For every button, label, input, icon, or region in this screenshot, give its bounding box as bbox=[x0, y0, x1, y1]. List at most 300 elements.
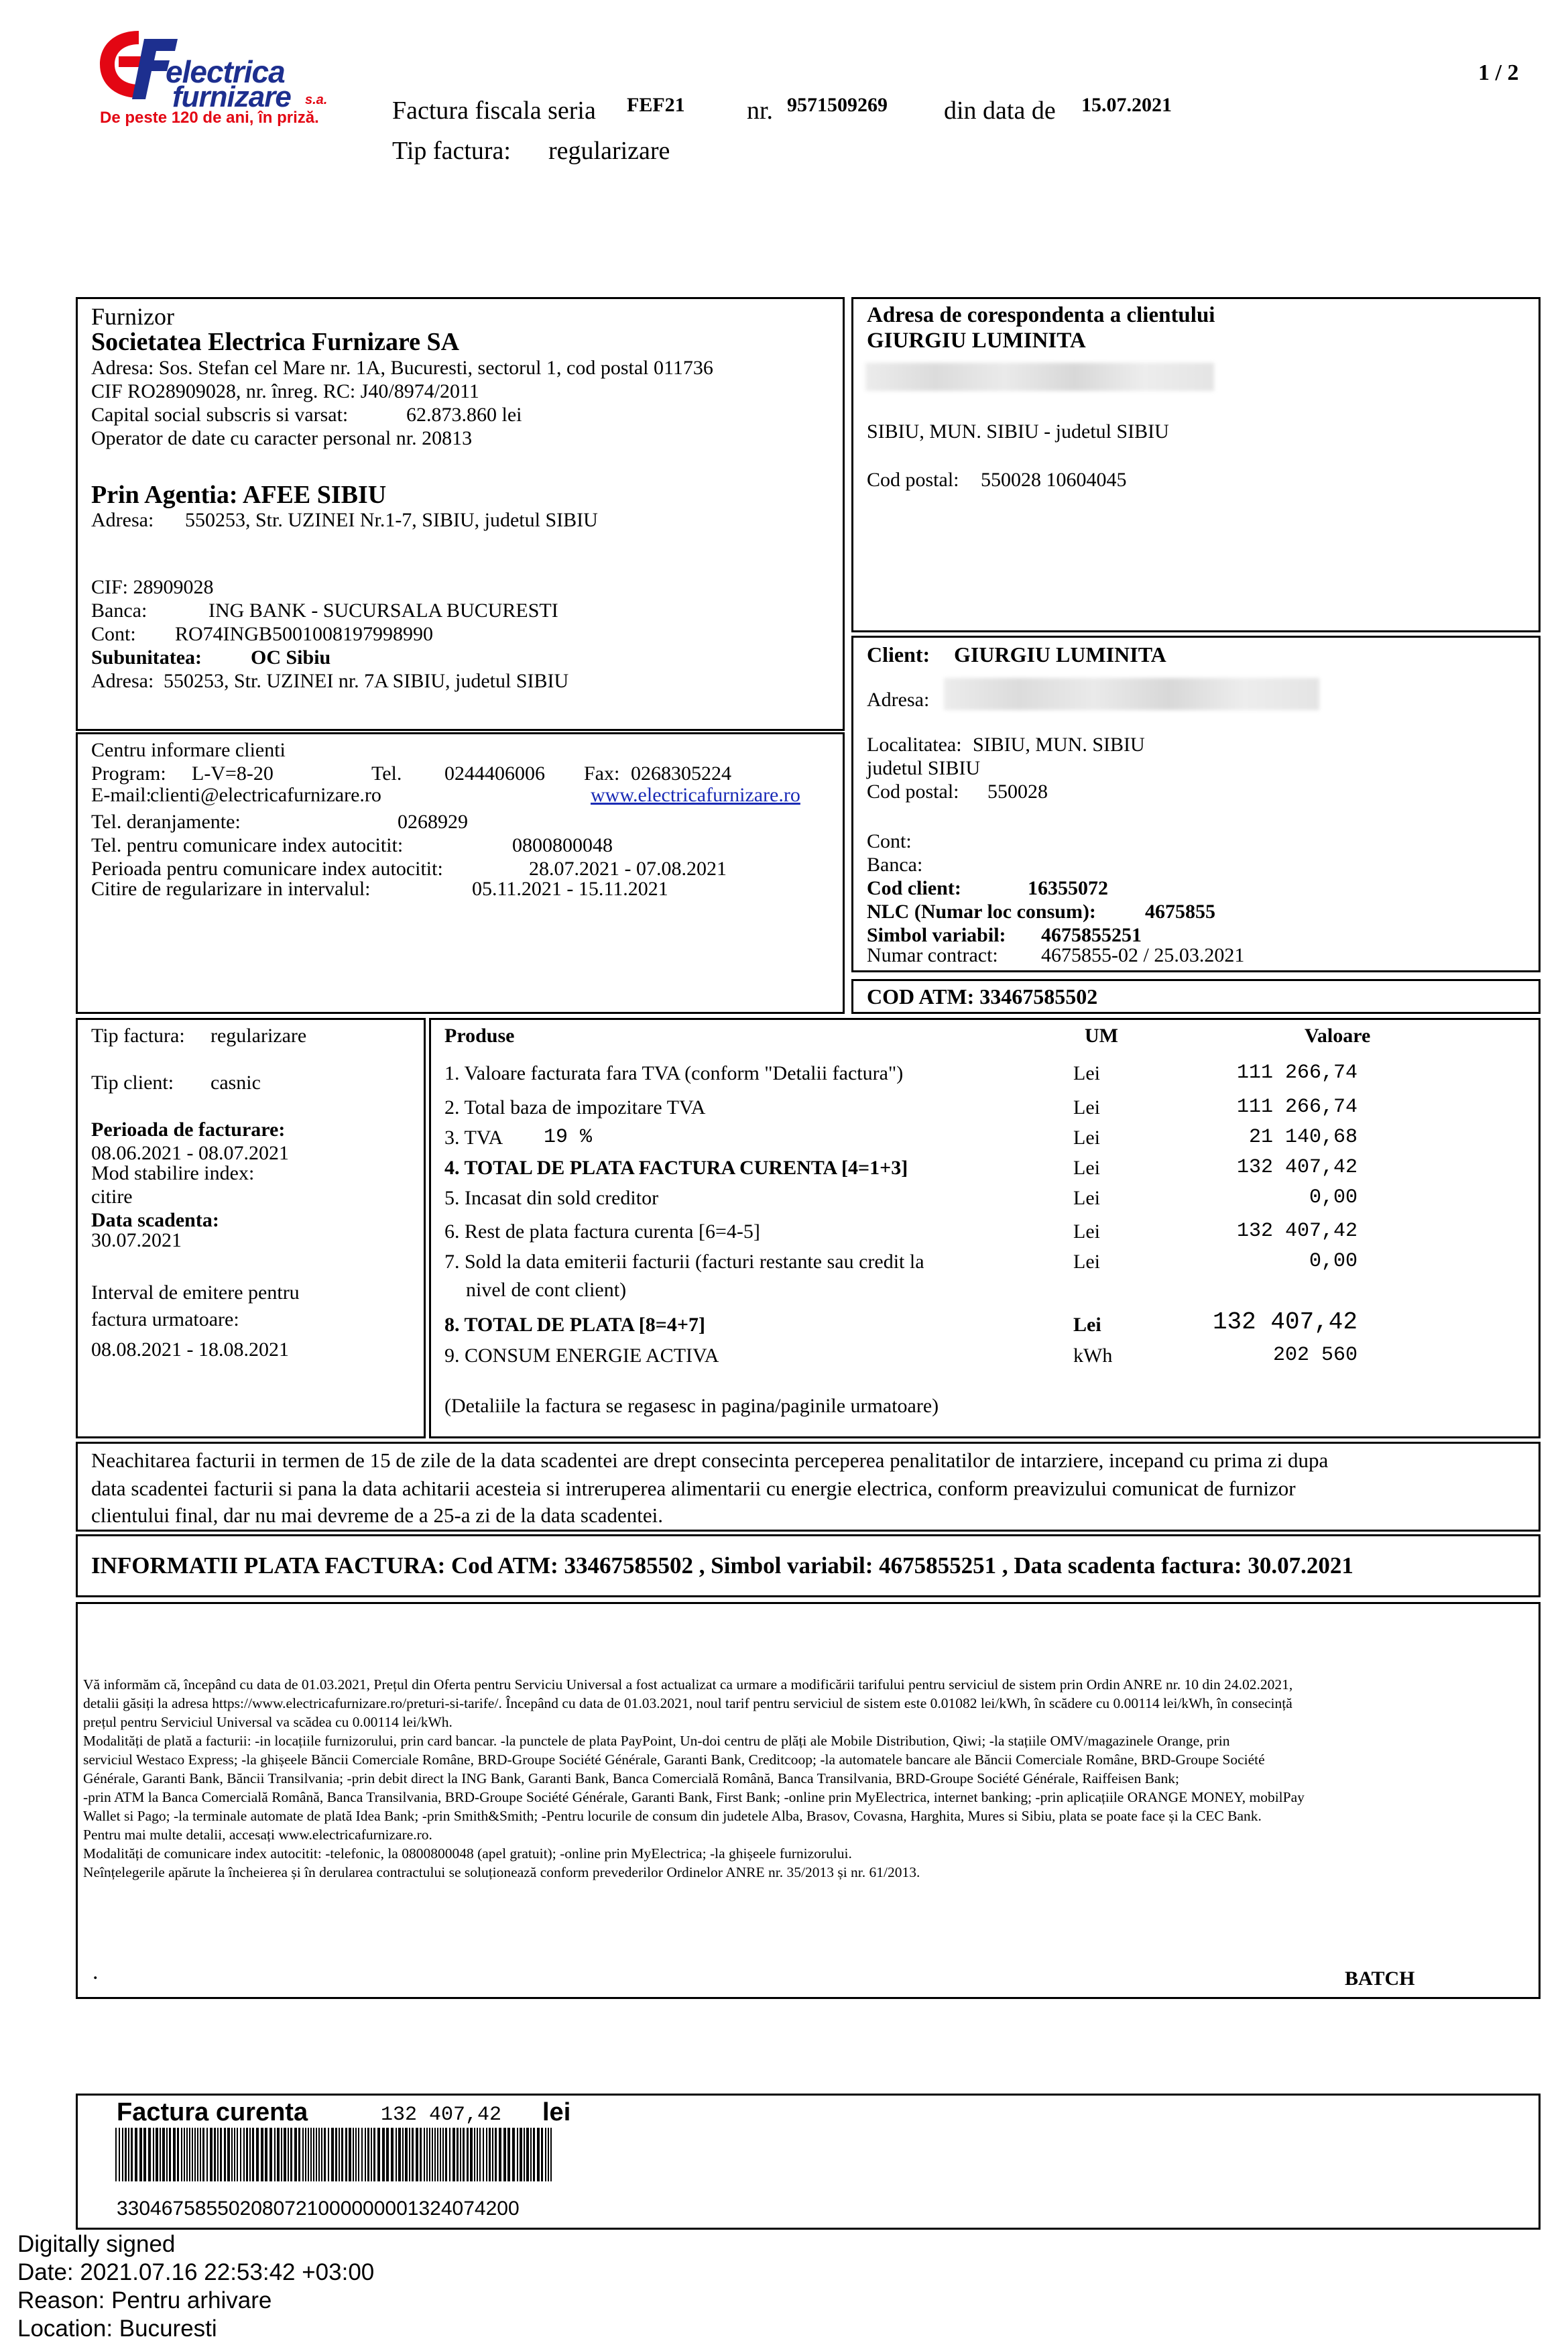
col-product: Produse bbox=[444, 1025, 515, 1047]
barcode-bar bbox=[181, 2128, 182, 2181]
batch-label: BATCH bbox=[1345, 1967, 1415, 1990]
client-box bbox=[851, 636, 1541, 972]
info-center-heading: Centru informare clienti bbox=[91, 739, 286, 761]
logo-name-bottom: furnizare bbox=[172, 80, 291, 113]
row-value: 111 266,74 bbox=[1236, 1062, 1358, 1084]
row-um: Lei bbox=[1073, 1062, 1100, 1084]
coupon-amount: 132 407,42 bbox=[381, 2104, 502, 2126]
correspondence-postal-label: Cod postal: bbox=[867, 469, 959, 491]
regular-reading-label: Citire de regularizare in intervalul: bbox=[91, 878, 371, 900]
row-value: 0,00 bbox=[1309, 1250, 1358, 1273]
barcode-bar bbox=[290, 2128, 292, 2181]
barcode-bar bbox=[156, 2128, 158, 2181]
row-label: 7. Sold la data emiterii facturii (facturi restante sau credit la bbox=[444, 1251, 924, 1273]
barcode-bar bbox=[131, 2128, 133, 2181]
barcode-bar bbox=[416, 2128, 418, 2181]
supplier-capital-label: Capital social subscris si varsat: bbox=[91, 404, 349, 426]
variable-symbol: 4675855251 bbox=[1041, 924, 1142, 946]
client-code-label: Cod client: bbox=[867, 877, 961, 899]
notice-line: serviciul Westaco Express; -la ghișeele Băncii Comerciale Române, BRD-Groupe Société Générale, Garanti Bank, Creditcoop; -la automatele bancare ale Băncii Comerciale Române, BRD-Groupe Société bbox=[83, 1752, 1265, 1768]
fax-label: Fax: bbox=[584, 762, 620, 785]
row-label: 5. Incasat din sold creditor bbox=[444, 1187, 659, 1209]
client-address-label: Adresa: bbox=[867, 689, 930, 711]
signature-line: Location: Bucuresti bbox=[17, 2316, 217, 2342]
row-label: 8. TOTAL DE PLATA [8=4+7] bbox=[444, 1314, 705, 1336]
barcode-bar bbox=[429, 2128, 430, 2181]
barcode-bar bbox=[135, 2128, 137, 2181]
signature-line: Reason: Pentru arhivare bbox=[17, 2287, 272, 2313]
invoice-series-label: Factura fiscala seria bbox=[392, 97, 596, 125]
row-label: 9. CONSUM ENERGIE ACTIVA bbox=[444, 1345, 719, 1367]
barcode-bar bbox=[477, 2128, 478, 2181]
row-label: 2. Total baza de impozitare TVA bbox=[444, 1096, 706, 1119]
redacted-client-address bbox=[944, 678, 1319, 710]
invoice-nr: 9571509269 bbox=[787, 94, 888, 116]
barcode-bar bbox=[143, 2128, 146, 2181]
barcode-bar bbox=[371, 2128, 372, 2181]
barcode-bar bbox=[166, 2128, 168, 2181]
warning-line-1: Neachitarea facturii in termen de 15 de zile de la data scadentei are drept consecinta perceperea penalitatilor de intarziere, incepand cu prima zi dupa bbox=[91, 1448, 1329, 1472]
email-label: E-mail: bbox=[91, 784, 152, 806]
col-value: Valoare bbox=[1305, 1025, 1371, 1047]
barcode-bar bbox=[252, 2128, 254, 2181]
barcode-bar bbox=[125, 2128, 127, 2181]
selfread-period-label: Perioada pentru comunicare index autocitit: bbox=[91, 858, 443, 880]
barcode-bar bbox=[507, 2128, 510, 2181]
info-type: regularizare bbox=[210, 1025, 307, 1047]
barcode-bar bbox=[243, 2128, 245, 2181]
payment-info-box bbox=[76, 1534, 1541, 1597]
vat-rate: 19 % bbox=[544, 1126, 593, 1149]
barcode-bar bbox=[517, 2128, 518, 2181]
invoice-type-label: Tip factura: bbox=[392, 137, 511, 165]
barcode-bar bbox=[148, 2128, 151, 2181]
barcode-bar bbox=[437, 2128, 438, 2181]
subunit-name: OC Sibiu bbox=[251, 646, 331, 669]
barcode-bar bbox=[545, 2128, 546, 2181]
barcode-bar bbox=[341, 2128, 343, 2181]
supplier-address: Adresa: Sos. Stefan cel Mare nr. 1A, Bucuresti, sectorul 1, cod postal 011736 bbox=[91, 357, 713, 379]
supplier-heading: Furnizor bbox=[91, 303, 174, 330]
barcode-bar bbox=[227, 2128, 230, 2181]
col-um: UM bbox=[1085, 1025, 1118, 1047]
row-um: Lei bbox=[1073, 1314, 1101, 1336]
billing-period-label: Perioada de facturare: bbox=[91, 1119, 286, 1141]
barcode-bar bbox=[412, 2128, 414, 2181]
supplier-capital: 62.873.860 lei bbox=[406, 404, 522, 426]
contract-label: Numar contract: bbox=[867, 944, 998, 966]
barcode-bar bbox=[550, 2128, 552, 2181]
product-row-2 bbox=[431, 1096, 1539, 1125]
barcode-bar bbox=[361, 2128, 363, 2181]
barcode-bar bbox=[284, 2128, 286, 2181]
barcode-bar bbox=[237, 2128, 238, 2181]
subunit-label: Subunitatea: bbox=[91, 646, 202, 669]
barcode-bar bbox=[463, 2128, 465, 2181]
logo-suffix: s.a. bbox=[305, 93, 328, 107]
barcode-bar bbox=[231, 2128, 233, 2181]
warning-line-2: data scadentei facturii si pana la data achitarii acesteia si intreruperea alimentarii cu energie electrica, conform preavizului comunicat de furnizor bbox=[91, 1477, 1296, 1500]
agency-address: 550253, Str. UZINEI Nr.1-7, SIBIU, judetul SIBIU bbox=[185, 509, 598, 531]
barcode-bar bbox=[367, 2128, 369, 2181]
redacted-correspondence-address bbox=[865, 363, 1214, 391]
program-label: Program: bbox=[91, 762, 166, 785]
barcode-bar bbox=[353, 2128, 354, 2181]
barcode-bar bbox=[128, 2128, 129, 2181]
selfread-tel-label: Tel. pentru comunicare index autocitit: bbox=[91, 834, 404, 856]
product-row-1 bbox=[431, 1062, 1539, 1091]
barcode-bar bbox=[405, 2128, 408, 2181]
barcode-bar bbox=[308, 2128, 309, 2181]
invoice-type: regularizare bbox=[548, 137, 670, 165]
barcode-bar bbox=[119, 2128, 120, 2181]
products-box bbox=[429, 1018, 1541, 1438]
correspondence-locality: SIBIU, MUN. SIBIU - judetul SIBIU bbox=[867, 420, 1169, 443]
row-label: 4. TOTAL DE PLATA FACTURA CURENTA [4=1+3] bbox=[444, 1157, 908, 1179]
barcode-bar bbox=[173, 2128, 176, 2181]
next-invoice-label-1: Interval de emitere pentru bbox=[91, 1281, 300, 1304]
barcode-bar bbox=[240, 2128, 241, 2181]
barcode-bar bbox=[200, 2128, 201, 2181]
info-type-label: Tip factura: bbox=[91, 1025, 185, 1047]
barcode-bar bbox=[541, 2128, 543, 2181]
barcode-bar bbox=[402, 2128, 404, 2181]
bank-label: Banca: bbox=[91, 599, 147, 622]
barcode-bar bbox=[349, 2128, 351, 2181]
selfread-tel: 0800800048 bbox=[512, 834, 613, 856]
client-type-label: Tip client: bbox=[91, 1072, 174, 1094]
payment-coupon bbox=[76, 2094, 1541, 2230]
barcode-bar bbox=[432, 2128, 433, 2181]
barcode-bar bbox=[139, 2128, 142, 2181]
variable-symbol-label: Simbol variabil: bbox=[867, 924, 1006, 946]
barcode-bar bbox=[434, 2128, 436, 2181]
barcode-bar bbox=[115, 2128, 117, 2181]
supplier-name: Societatea Electrica Furnizare SA bbox=[91, 328, 460, 356]
barcode-bar bbox=[189, 2128, 190, 2181]
selfread-period: 28.07.2021 - 07.08.2021 bbox=[529, 858, 727, 880]
notice-line: prețul pentru Serviciul Universal va scădea cu 0.00114 lei/kWh. bbox=[83, 1714, 453, 1730]
notice-box bbox=[76, 1602, 1541, 1999]
supplier-cif: CIF RO28909028, nr. înreg. RC: J40/8974/2011 bbox=[91, 380, 479, 402]
product-row-8 bbox=[431, 1308, 1539, 1342]
website-link[interactable]: www.electricafurnizare.ro bbox=[591, 784, 800, 806]
client-postal-label: Cod postal: bbox=[867, 781, 959, 803]
product-row-6 bbox=[431, 1220, 1539, 1249]
product-row-5 bbox=[431, 1186, 1539, 1216]
barcode-bar bbox=[186, 2128, 188, 2181]
warning-box bbox=[76, 1442, 1541, 1532]
notice-line: Pentru mai multe detalii, accesați www.electricafurnizare.ro. bbox=[83, 1827, 432, 1843]
barcode-bar bbox=[122, 2128, 123, 2181]
client-bank-label: Banca: bbox=[867, 854, 923, 876]
barcode-bar bbox=[520, 2128, 522, 2181]
barcode-bar bbox=[214, 2128, 216, 2181]
row-um: Lei bbox=[1073, 1157, 1100, 1179]
signature-line: Date: 2021.07.16 22:53:42 +03:00 bbox=[17, 2259, 375, 2285]
barcode-bar bbox=[339, 2128, 340, 2181]
next-invoice-interval: 08.08.2021 - 18.08.2021 bbox=[91, 1338, 289, 1361]
row-value: 111 266,74 bbox=[1236, 1096, 1358, 1119]
barcode-bar bbox=[489, 2128, 491, 2181]
barcode-bar bbox=[197, 2128, 198, 2181]
barcode-bar bbox=[377, 2128, 380, 2181]
barcode-bar bbox=[503, 2128, 506, 2181]
barcode-number: 33046758550208072100000000132407420​0 bbox=[117, 2197, 520, 2220]
barcode-bar bbox=[288, 2128, 289, 2181]
barcode-bar bbox=[184, 2128, 185, 2181]
next-invoice-label-2: factura urmatoare: bbox=[91, 1308, 239, 1330]
signature-line: Digitally signed bbox=[17, 2231, 176, 2257]
info-center-box bbox=[76, 732, 845, 1014]
email-address[interactable]: clienti@electricafurnizare.ro bbox=[150, 784, 381, 806]
barcode-bar bbox=[495, 2128, 497, 2181]
barcode-bar bbox=[220, 2128, 222, 2181]
contract-number: 4675855-02 / 25.03.2021 bbox=[1041, 944, 1245, 966]
agency-address-label: Adresa: bbox=[91, 509, 154, 531]
barcode-bar bbox=[398, 2128, 401, 2181]
barcode-bar bbox=[467, 2128, 469, 2181]
barcode-bar bbox=[202, 2128, 204, 2181]
row-label: 3. TVA bbox=[444, 1127, 503, 1149]
logo-name-top: electrica bbox=[166, 54, 285, 89]
barcode-bar bbox=[318, 2128, 320, 2181]
due-date-label: Data scadenta: bbox=[91, 1209, 219, 1231]
barcode-bar bbox=[169, 2128, 171, 2181]
barcode-bar bbox=[373, 2128, 375, 2181]
barcode-bar bbox=[391, 2128, 394, 2181]
barcode-bar bbox=[281, 2128, 282, 2181]
correspondence-box bbox=[851, 297, 1541, 632]
client-type: casnic bbox=[210, 1072, 261, 1094]
supplier-box bbox=[76, 297, 845, 731]
notice-dot: . bbox=[93, 1959, 99, 1984]
tel-number: 0244406006 bbox=[444, 762, 545, 785]
row-value: 202 560 bbox=[1272, 1344, 1358, 1367]
barcode-bar bbox=[470, 2128, 473, 2181]
digital-signature bbox=[17, 2230, 374, 2343]
client-name: GIURGIU LUMINITA bbox=[954, 642, 1166, 667]
program-hours: L-V=8-20 bbox=[192, 762, 274, 785]
index-mode-label: Mod stabilire index: bbox=[91, 1162, 255, 1184]
notice-line: Vă informăm că, începând cu data de 01.03.2021, Prețul din Oferta pentru Serviciu Universal a fost actualizat ca urmare a modificării tarifului pentru serviciul de sistem prin Ordin ANRE nr. 10 din 24.02.2021, bbox=[83, 1676, 1293, 1693]
invoice-date-label: din data de bbox=[944, 97, 1056, 125]
barcode-bar bbox=[512, 2128, 515, 2181]
barcode-bar bbox=[440, 2128, 441, 2181]
barcode-bar bbox=[298, 2128, 300, 2181]
barcode-bar bbox=[302, 2128, 304, 2181]
due-date: 30.07.2021 bbox=[91, 1229, 182, 1251]
faults-label: Tel. deranjamente: bbox=[91, 811, 241, 833]
billing-period: 08.06.2021 - 08.07.2021 bbox=[91, 1142, 289, 1164]
coupon-label: Factura curenta bbox=[117, 2098, 308, 2126]
supplier-operator: Operator de date cu caracter personal nr. 20813 bbox=[91, 427, 473, 449]
client-account-label: Cont: bbox=[867, 830, 912, 852]
barcode-bar bbox=[246, 2128, 248, 2181]
barcode-bar bbox=[328, 2128, 329, 2181]
subunit-address: 550253, Str. UZINEI nr. 7A SIBIU, judetul SIBIU bbox=[164, 670, 569, 692]
barcode-bar bbox=[206, 2128, 208, 2181]
client-locality-label: Localitatea: bbox=[867, 734, 962, 756]
barcode-bar bbox=[249, 2128, 251, 2181]
warning-line-3: clientului final, dar nu mai devreme de a 25-a zi de la data scadentei. bbox=[91, 1503, 663, 1527]
payment-info: INFORMATII PLATA FACTURA: Cod ATM: 33467585502 , Simbol variabil: 4675855251 , Data scadenta factura: 30.07.2021 bbox=[91, 1552, 1353, 1579]
regular-reading-interval: 05.11.2021 - 15.11.2021 bbox=[472, 878, 668, 900]
row-um: Lei bbox=[1073, 1220, 1100, 1243]
subunit-address-label: Adresa: bbox=[91, 670, 154, 692]
logo-tagline: De peste 120 de ani, în priză. bbox=[100, 109, 319, 127]
barcode-bar bbox=[537, 2128, 540, 2181]
correspondence-name: GIURGIU LUMINITA bbox=[867, 329, 1086, 353]
agency-name: Prin Agentia: AFEE SIBIU bbox=[91, 481, 387, 509]
barcode-bar bbox=[194, 2128, 196, 2181]
barcode-bar bbox=[313, 2128, 314, 2181]
client-label: Client: bbox=[867, 642, 930, 667]
agency-cif: CIF: 28909028 bbox=[91, 576, 214, 598]
barcode-bar bbox=[449, 2128, 450, 2181]
barcode-bar bbox=[160, 2128, 161, 2181]
barcode-bar bbox=[321, 2128, 322, 2181]
row-um: Lei bbox=[1073, 1187, 1100, 1209]
barcode-bar bbox=[386, 2128, 389, 2181]
barcode-bar bbox=[424, 2128, 425, 2181]
nlc-label: NLC (Numar loc consum): bbox=[867, 901, 1096, 923]
barcode-bar bbox=[524, 2128, 525, 2181]
row-value: 132 407,42 bbox=[1236, 1156, 1358, 1179]
product-row-4 bbox=[431, 1156, 1539, 1186]
barcode-bar bbox=[274, 2128, 276, 2181]
index-mode: citire bbox=[91, 1186, 133, 1208]
barcode-bar bbox=[210, 2128, 213, 2181]
barcode-bar bbox=[548, 2128, 549, 2181]
barcode-bar bbox=[269, 2128, 272, 2181]
row-value: 132 407,42 bbox=[1212, 1308, 1358, 1336]
barcode-bar bbox=[460, 2128, 461, 2181]
barcode-bar bbox=[217, 2128, 219, 2181]
invoice-series: FEF21 bbox=[627, 94, 685, 116]
fax-number: 0268305224 bbox=[631, 762, 731, 785]
row-label: 1. Valoare facturata fara TVA (conform "Detalii factura") bbox=[444, 1062, 904, 1084]
account-number: RO74INGB5001008197998990 bbox=[175, 623, 434, 645]
invoice-nr-label: nr. bbox=[747, 97, 774, 125]
barcode-bar bbox=[305, 2128, 306, 2181]
barcode-bar bbox=[420, 2128, 422, 2181]
barcode-bar bbox=[192, 2128, 193, 2181]
row-value: 132 407,42 bbox=[1236, 1220, 1358, 1243]
barcode-bar bbox=[533, 2128, 535, 2181]
barcode-bar bbox=[426, 2128, 428, 2181]
row-value: 21 140,68 bbox=[1248, 1126, 1358, 1149]
correspondence-postal: 550028 10604045 bbox=[981, 469, 1127, 491]
client-code: 16355072 bbox=[1028, 877, 1108, 899]
barcode-bar bbox=[492, 2128, 493, 2181]
barcode-bar bbox=[277, 2128, 280, 2181]
barcode-bar bbox=[479, 2128, 481, 2181]
row-um: Lei bbox=[1073, 1127, 1100, 1149]
client-postal: 550028 bbox=[987, 781, 1048, 803]
barcode-bar bbox=[453, 2128, 455, 2181]
row-um: kWh bbox=[1073, 1345, 1113, 1367]
row-label-continued: nivel de cont client) bbox=[466, 1279, 627, 1301]
row-value: 0,00 bbox=[1309, 1186, 1358, 1209]
details-note: (Detaliile la factura se regasesc in pagina/paginile urmatoare) bbox=[444, 1395, 939, 1417]
barcode-bar bbox=[234, 2128, 235, 2181]
notice-line: Wallet si Pago; -la terminale automate de plată Idea Bank; -prin Smith&Smith; -Pentru locurile de consum din judetele Alba, Brasov, Covasna, Harghita, Mures si Sibiu, plata se poate face și la CEC Bank. bbox=[83, 1808, 1262, 1824]
notice-text bbox=[83, 1675, 1534, 1882]
barcode-bar bbox=[310, 2128, 312, 2181]
company-logo bbox=[97, 25, 365, 126]
product-row-7 bbox=[431, 1250, 1539, 1304]
barcode-bar bbox=[486, 2128, 487, 2181]
notice-line: Modalități de plată a facturii: -in locațiile furnizorului, prin card bancar. -la punctele de plata PayPoint, Un-doi centru de plăți ale Mobile Distribution, Qiwi; -la stațiile OMV/magazinele Orange, prin bbox=[83, 1733, 1230, 1749]
bank-name: ING BANK - SUCURSALA BUCURESTI bbox=[208, 599, 558, 622]
barcode-bar bbox=[365, 2128, 366, 2181]
barcode-bar bbox=[345, 2128, 347, 2181]
client-locality: SIBIU, MUN. SIBIU bbox=[973, 734, 1145, 756]
notice-line: detalii găsiți la adresa https://www.electricafurnizare.ro/preturi-si-tarife/. Începând cu data de 01.03.2021, noul tarif pentru serviciul de sistem este 0.01082 lei/kWh, în scădere cu 0.00114 lei/kWh, în consecință bbox=[83, 1695, 1292, 1711]
product-row-3 bbox=[431, 1126, 1539, 1155]
barcode-bar bbox=[265, 2128, 267, 2181]
barcode-bar bbox=[335, 2128, 337, 2181]
barcode-bar bbox=[316, 2128, 317, 2181]
barcode-bar bbox=[355, 2128, 357, 2181]
barcode-bar bbox=[358, 2128, 359, 2181]
client-county: judetul SIBIU bbox=[867, 757, 981, 779]
barcode-bar bbox=[526, 2128, 529, 2181]
barcode-bar bbox=[474, 2128, 475, 2181]
barcode-bar bbox=[382, 2128, 385, 2181]
invoice-date: 15.07.2021 bbox=[1081, 94, 1172, 116]
barcode-bar bbox=[457, 2128, 459, 2181]
barcode-bar bbox=[530, 2128, 532, 2181]
barcode bbox=[115, 2128, 558, 2181]
barcode-bar bbox=[499, 2128, 501, 2181]
account-label: Cont: bbox=[91, 623, 136, 645]
atm-code-box bbox=[851, 979, 1541, 1014]
barcode-bar bbox=[177, 2128, 179, 2181]
invoice-info-box bbox=[76, 1018, 426, 1438]
notice-line: Neînțelegerile apărute la încheierea și în derularea contractului se soluționează conform prevederilor Ordinelor ANRE nr. 35/2013 și nr. 61/2013. bbox=[83, 1864, 920, 1880]
notice-line: Générale, Garanti Bank, Băncii Transilvania; -prin debit direct la ING Bank, Garanti Bank, Banca Comercială Română, Banca Transilvania, BRD-Groupe Société Générale, Raiffeisen Bank; bbox=[83, 1770, 1179, 1786]
barcode-bar bbox=[445, 2128, 447, 2181]
notice-line: Modalități de comunicare index autocitit: -telefonic, la 0800800048 (apel gratuit); -online prin MyElectrica; -la ghișeele furnizorului. bbox=[83, 1845, 852, 1862]
barcode-bar bbox=[324, 2128, 326, 2181]
barcode-bar bbox=[396, 2128, 397, 2181]
barcode-bar bbox=[256, 2128, 259, 2181]
row-um: Lei bbox=[1073, 1251, 1100, 1273]
barcode-bar bbox=[442, 2128, 444, 2181]
faults-number: 0268929 bbox=[398, 811, 468, 833]
row-label: 6. Rest de plata factura curenta [6=4-5] bbox=[444, 1220, 760, 1243]
barcode-bar bbox=[483, 2128, 484, 2181]
barcode-bar bbox=[162, 2128, 165, 2181]
product-row-9 bbox=[431, 1344, 1539, 1373]
page-number: 1 / 2 bbox=[1478, 60, 1519, 85]
notice-line: -prin ATM la Banca Comercială Română, Banca Transilvania, BRD-Groupe Société Générale, Garanti Bank, First Bank; -online prin MyElectrica, internet banking; -prin aplicațiile ORANGE MONEY, mobilPay bbox=[83, 1789, 1305, 1805]
tel-label: Tel. bbox=[371, 762, 402, 785]
barcode-bar bbox=[153, 2128, 154, 2181]
barcode-bar bbox=[261, 2128, 263, 2181]
barcode-bar bbox=[409, 2128, 410, 2181]
row-um: Lei bbox=[1073, 1096, 1100, 1119]
coupon-currency: lei bbox=[542, 2098, 571, 2126]
barcode-bar bbox=[294, 2128, 297, 2181]
correspondence-heading: Adresa de corespondenta a clientului bbox=[867, 303, 1215, 327]
barcode-bar bbox=[331, 2128, 334, 2181]
barcode-bar bbox=[224, 2128, 226, 2181]
nlc-value: 4675855 bbox=[1145, 901, 1215, 923]
atm-code: COD ATM: 33467585502 bbox=[867, 984, 1098, 1009]
